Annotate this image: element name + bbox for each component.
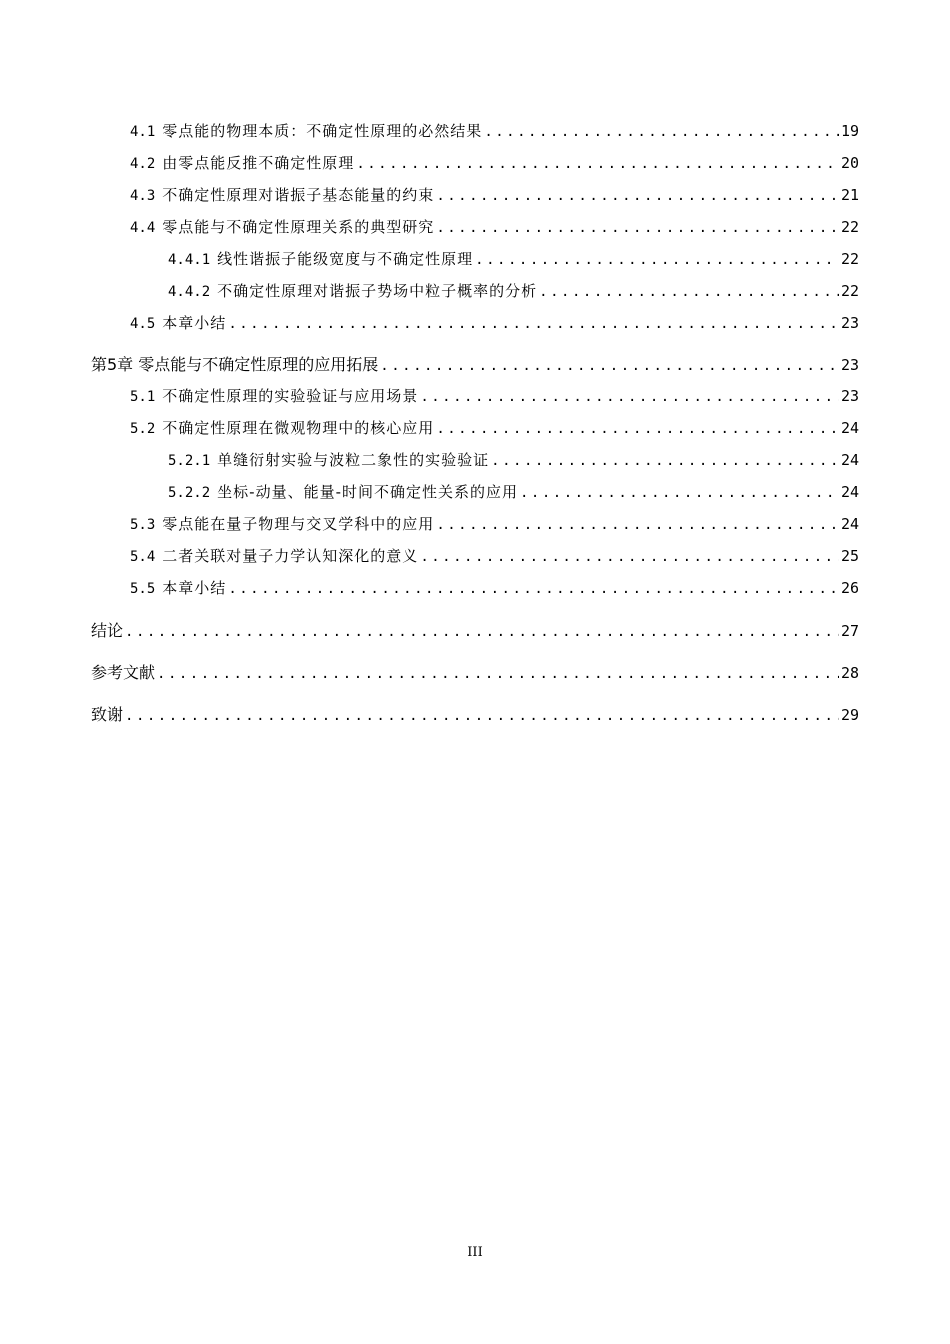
toc-leader-dots xyxy=(491,453,839,469)
toc-entry[interactable] xyxy=(130,513,859,534)
toc-entry-number: 4.2 xyxy=(130,156,156,172)
toc-entry-page: 21 xyxy=(840,186,859,204)
toc-chapter-title: 参考文献 xyxy=(91,663,156,682)
toc-entry-title: 坐标-动量、能量-时间不确定性关系的应用 xyxy=(217,483,518,501)
toc-entry[interactable] xyxy=(130,184,859,205)
toc-entry-number: 4.4.1 xyxy=(168,252,211,268)
toc-entry-title: 二者关联对量子力学认知深化的意义 xyxy=(162,547,419,565)
toc-entry-page: 24 xyxy=(840,483,859,501)
toc-chapter-entry[interactable] xyxy=(91,702,859,725)
toc-entry-page: 22 xyxy=(840,250,859,268)
toc-entry-number: 4.3 xyxy=(130,188,156,204)
toc-entry[interactable] xyxy=(130,312,859,333)
page-number: III xyxy=(467,1245,483,1260)
toc-leader-dots xyxy=(436,220,839,236)
toc-entry-page: 24 xyxy=(840,419,859,437)
toc-entry-page: 23 xyxy=(840,356,859,374)
toc-entry[interactable] xyxy=(168,449,859,470)
toc-entry[interactable] xyxy=(130,120,859,141)
toc-entry[interactable] xyxy=(130,385,859,406)
toc-leader-dots xyxy=(484,124,839,140)
toc-entry-number: 5.2.2 xyxy=(168,485,211,501)
toc-entry-number: 5.2.1 xyxy=(168,453,211,469)
toc-entry-page: 19 xyxy=(840,122,859,140)
toc-entry-title: 零点能的物理本质：不确定性原理的必然结果 xyxy=(162,122,483,140)
toc-entry-page: 24 xyxy=(840,451,859,469)
toc-entry[interactable] xyxy=(168,280,859,301)
toc-entry-title: 零点能与不确定性原理关系的典型研究 xyxy=(162,218,435,236)
toc-entry[interactable] xyxy=(130,216,859,237)
toc-entry[interactable] xyxy=(130,152,859,173)
toc-chapter-entry[interactable] xyxy=(91,618,859,641)
toc-entry-title: 本章小结 xyxy=(162,314,227,332)
toc-leader-dots xyxy=(228,316,839,332)
toc-chapter-entry[interactable] xyxy=(91,660,859,683)
toc-entry-page: 23 xyxy=(840,314,859,332)
toc-leader-dots xyxy=(520,485,839,501)
toc-chapter-title: 结论 xyxy=(91,621,124,640)
toc-entry-page: 27 xyxy=(840,622,859,640)
toc-entry-number: 5.3 xyxy=(130,517,156,533)
toc-entry[interactable] xyxy=(130,577,859,598)
toc-entry-page: 22 xyxy=(840,218,859,236)
toc-entry-number: 4.4.2 xyxy=(168,284,211,300)
toc-entry[interactable] xyxy=(130,545,859,566)
toc-entry-title: 本章小结 xyxy=(162,579,227,597)
toc-entry-title: 不确定性原理在微观物理中的核心应用 xyxy=(162,419,435,437)
toc-entry-page: 20 xyxy=(840,154,859,172)
toc-entry-page: 25 xyxy=(840,547,859,565)
toc-entry-title: 零点能在量子物理与交叉学科中的应用 xyxy=(162,515,435,533)
toc-entry-page: 24 xyxy=(840,515,859,533)
toc-entry-number: 5.5 xyxy=(130,581,156,597)
toc-leader-dots xyxy=(436,517,839,533)
toc-entry-title: 不确定性原理的实验验证与应用场景 xyxy=(162,387,419,405)
toc-leader-dots xyxy=(157,666,839,682)
toc-leader-dots xyxy=(420,549,839,565)
toc-entry-number: 5.2 xyxy=(130,421,156,437)
toc-leader-dots xyxy=(125,708,839,724)
toc-entry-page: 23 xyxy=(840,387,859,405)
toc-entry-title: 不确定性原理对谐振子基态能量的约束 xyxy=(162,186,435,204)
toc-leader-dots xyxy=(228,581,839,597)
toc-leader-dots xyxy=(125,624,839,640)
toc-entry-number: 4.1 xyxy=(130,124,156,140)
toc-entry-title: 线性谐振子能级宽度与不确定性原理 xyxy=(217,250,474,268)
toc-leader-dots xyxy=(420,389,839,405)
toc-entry-title: 单缝衍射实验与波粒二象性的实验验证 xyxy=(217,451,490,469)
toc-chapter-title: 第5章 零点能与不确定性原理的应用拓展 xyxy=(91,355,379,374)
toc-entry-number: 5.1 xyxy=(130,389,156,405)
toc-entry-number: 5.4 xyxy=(130,549,156,565)
toc-entry-number: 4.5 xyxy=(130,316,156,332)
toc-entry-title: 由零点能反推不确定性原理 xyxy=(162,154,355,172)
toc-leader-dots xyxy=(436,421,839,437)
toc-entry-number: 4.4 xyxy=(130,220,156,236)
toc-entry[interactable] xyxy=(168,248,859,269)
toc-entry-title: 不确定性原理对谐振子势场中粒子概率的分析 xyxy=(217,282,538,300)
toc-leader-dots xyxy=(380,358,839,374)
toc-entry[interactable] xyxy=(130,417,859,438)
toc-chapter-title: 致谢 xyxy=(91,705,124,724)
toc-leader-dots xyxy=(436,188,839,204)
toc-entry-page: 28 xyxy=(840,664,859,682)
toc-leader-dots xyxy=(539,284,839,300)
toc-leader-dots xyxy=(475,252,839,268)
toc-chapter-entry[interactable] xyxy=(91,352,859,375)
toc-entry[interactable] xyxy=(168,481,859,502)
toc-entry-page: 29 xyxy=(840,706,859,724)
toc-leader-dots xyxy=(356,156,839,172)
toc-entry-page: 22 xyxy=(840,282,859,300)
toc-entry-page: 26 xyxy=(840,579,859,597)
